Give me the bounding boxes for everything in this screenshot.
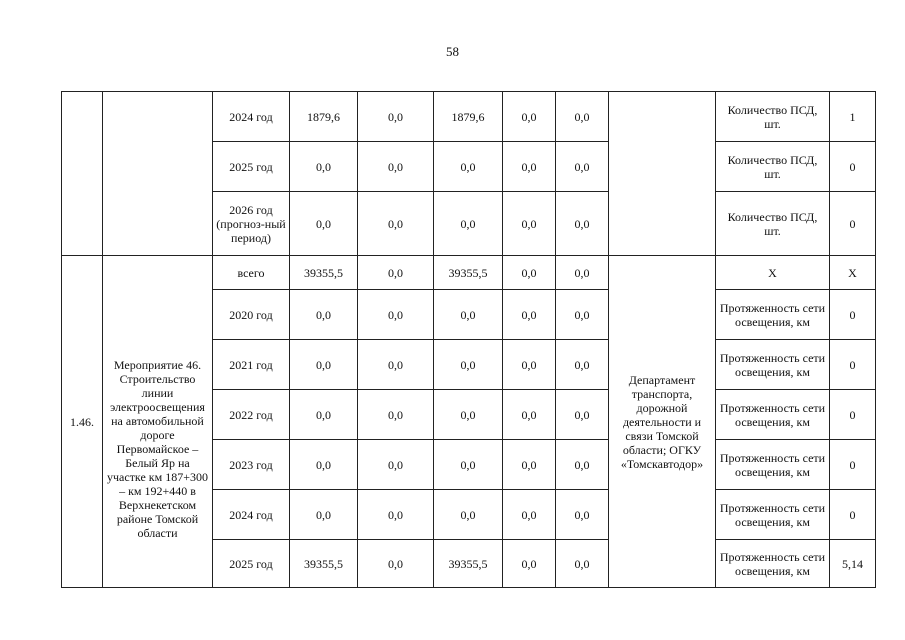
year-cell: 2024 год bbox=[213, 92, 290, 142]
amount-cell: 0,0 bbox=[290, 390, 358, 440]
amount-cell: 0,0 bbox=[434, 142, 503, 192]
executor-cell: Департамент транспорта, дорожной деятельности и связи Томской области; ОГКУ «Томскавтодор» bbox=[609, 256, 716, 588]
year-cell: 2025 год bbox=[213, 540, 290, 588]
amount-cell: 0,0 bbox=[503, 390, 556, 440]
executor-cell bbox=[609, 92, 716, 256]
amount-cell: 0,0 bbox=[556, 490, 609, 540]
amount-cell: 0,0 bbox=[434, 290, 503, 340]
indicator-cell: Количество ПСД, шт. bbox=[716, 192, 830, 256]
amount-cell: 0,0 bbox=[358, 540, 434, 588]
table-row bbox=[62, 256, 876, 290]
indicator-cell: Протяженность сети освещения, км bbox=[716, 440, 830, 490]
amount-cell: 0,0 bbox=[358, 390, 434, 440]
amount-cell: 0,0 bbox=[358, 142, 434, 192]
year-cell: 2021 год bbox=[213, 340, 290, 390]
amount-cell: 0,0 bbox=[358, 440, 434, 490]
year-cell: 2025 год bbox=[213, 142, 290, 192]
indicator-value-cell: 0 bbox=[830, 192, 876, 256]
amount-cell: 0,0 bbox=[290, 290, 358, 340]
amount-cell: 0,0 bbox=[358, 92, 434, 142]
amount-cell: 0,0 bbox=[556, 440, 609, 490]
amount-cell: 0,0 bbox=[556, 290, 609, 340]
amount-cell: 0,0 bbox=[556, 92, 609, 142]
indicator-value-cell: 5,14 bbox=[830, 540, 876, 588]
year-cell: 2024 год bbox=[213, 490, 290, 540]
indicator-value-cell: 0 bbox=[830, 440, 876, 490]
indicator-value-cell: 0 bbox=[830, 340, 876, 390]
amount-cell: 0,0 bbox=[556, 340, 609, 390]
amount-cell: 0,0 bbox=[556, 256, 609, 290]
table-row bbox=[62, 92, 876, 142]
amount-cell: 1879,6 bbox=[434, 92, 503, 142]
amount-cell: 0,0 bbox=[434, 390, 503, 440]
amount-cell: 0,0 bbox=[358, 340, 434, 390]
indicator-value-cell: 1 bbox=[830, 92, 876, 142]
indicator-value-cell: Х bbox=[830, 256, 876, 290]
amount-cell: 0,0 bbox=[290, 192, 358, 256]
amount-cell: 0,0 bbox=[503, 540, 556, 588]
amount-cell: 0,0 bbox=[434, 490, 503, 540]
indicator-cell: Протяженность сети освещения, км bbox=[716, 290, 830, 340]
amount-cell: 0,0 bbox=[503, 440, 556, 490]
indicator-cell: Количество ПСД, шт. bbox=[716, 92, 830, 142]
amount-cell: 0,0 bbox=[290, 142, 358, 192]
budget-table bbox=[61, 91, 876, 588]
amount-cell: 0,0 bbox=[434, 440, 503, 490]
indicator-value-cell: 0 bbox=[830, 490, 876, 540]
amount-cell: 0,0 bbox=[556, 390, 609, 440]
row-number-cell: 1.46. bbox=[62, 256, 103, 588]
amount-cell: 0,0 bbox=[556, 192, 609, 256]
amount-cell: 0,0 bbox=[290, 440, 358, 490]
amount-cell: 1879,6 bbox=[290, 92, 358, 142]
page-number: 58 bbox=[446, 44, 459, 59]
amount-cell: 0,0 bbox=[556, 142, 609, 192]
activity-name-cell bbox=[103, 92, 213, 256]
year-cell: 2022 год bbox=[213, 390, 290, 440]
amount-cell: 39355,5 bbox=[434, 256, 503, 290]
amount-cell: 0,0 bbox=[503, 92, 556, 142]
amount-cell: 0,0 bbox=[503, 142, 556, 192]
row-number-cell bbox=[62, 92, 103, 256]
indicator-value-cell: 0 bbox=[830, 142, 876, 192]
year-cell: всего bbox=[213, 256, 290, 290]
activity-name-cell: Мероприятие 46. Строительство линии электроосвещения на автомобильной дороге Первомайское – Белый Яр на участке км 187+300 – км 192+440 в Верхнекетском районе Томской области bbox=[103, 256, 213, 588]
amount-cell: 0,0 bbox=[503, 256, 556, 290]
amount-cell: 0,0 bbox=[434, 340, 503, 390]
amount-cell: 0,0 bbox=[503, 340, 556, 390]
indicator-cell: Количество ПСД, шт. bbox=[716, 142, 830, 192]
amount-cell: 0,0 bbox=[358, 256, 434, 290]
amount-cell: 0,0 bbox=[358, 192, 434, 256]
amount-cell: 0,0 bbox=[503, 290, 556, 340]
amount-cell: 39355,5 bbox=[434, 540, 503, 588]
indicator-cell: Х bbox=[716, 256, 830, 290]
indicator-cell: Протяженность сети освещения, км bbox=[716, 390, 830, 440]
indicator-value-cell: 0 bbox=[830, 390, 876, 440]
indicator-cell: Протяженность сети освещения, км bbox=[716, 540, 830, 588]
amount-cell: 39355,5 bbox=[290, 256, 358, 290]
year-cell: 2023 год bbox=[213, 440, 290, 490]
amount-cell: 0,0 bbox=[290, 490, 358, 540]
amount-cell: 0,0 bbox=[358, 490, 434, 540]
amount-cell: 0,0 bbox=[358, 290, 434, 340]
indicator-cell: Протяженность сети освещения, км bbox=[716, 490, 830, 540]
amount-cell: 0,0 bbox=[503, 490, 556, 540]
amount-cell: 0,0 bbox=[290, 340, 358, 390]
year-cell: 2020 год bbox=[213, 290, 290, 340]
amount-cell: 0,0 bbox=[434, 192, 503, 256]
amount-cell: 39355,5 bbox=[290, 540, 358, 588]
amount-cell: 0,0 bbox=[503, 192, 556, 256]
amount-cell: 0,0 bbox=[556, 540, 609, 588]
indicator-value-cell: 0 bbox=[830, 290, 876, 340]
year-cell: 2026 год (прогноз-ный период) bbox=[213, 192, 290, 256]
indicator-cell: Протяженность сети освещения, км bbox=[716, 340, 830, 390]
